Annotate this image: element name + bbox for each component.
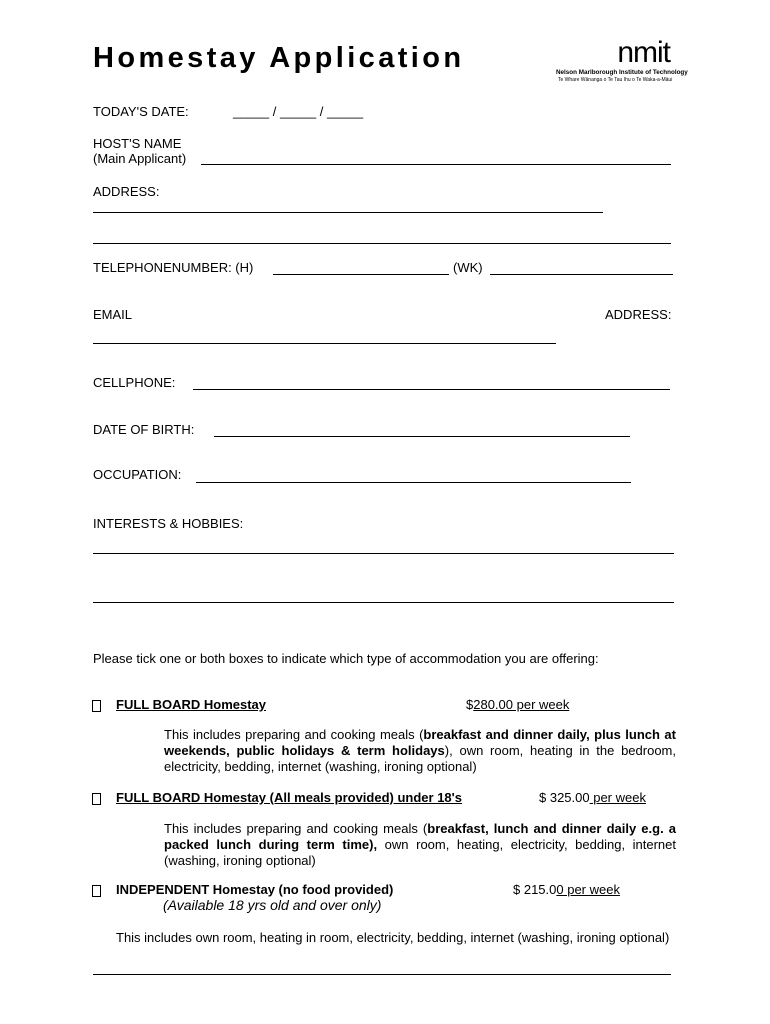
instructions-text: Please tick one or both boxes to indicate which type of accommodation you are offering: bbox=[93, 651, 599, 666]
page-title: Homestay Application bbox=[93, 42, 465, 74]
address-field-line2[interactable] bbox=[93, 243, 671, 244]
telephone-home-field[interactable] bbox=[273, 274, 449, 275]
logo-tagline: Nelson Marlborough Institute of Technology bbox=[556, 69, 688, 76]
full-board-under18-description: This includes preparing and cooking meals (breakfast, lunch and dinner daily e.g. a packed lunch during term time), own room, heating, electricity, bedding, internet (washing, ironing optional) bbox=[164, 821, 677, 868]
bottom-divider bbox=[93, 974, 671, 975]
logo-subtagline: Te Whare Wānanga o Te Tau Ihu o Te Waka-a-Māui bbox=[558, 77, 673, 83]
host-main-applicant-label: (Main Applicant) bbox=[93, 151, 187, 166]
interests-label: INTERESTS & HOBBIES: bbox=[93, 516, 244, 531]
full-board-under18-title: FULL BOARD Homestay (All meals provided) under 18's bbox=[116, 790, 462, 805]
independent-title: INDEPENDENT Homestay (no food provided) bbox=[116, 882, 394, 897]
independent-checkbox[interactable] bbox=[92, 885, 101, 897]
telephone-label: TELEPHONENUMBER: (H) bbox=[93, 260, 254, 275]
independent-age-note: (Available 18 yrs old and over only) bbox=[163, 897, 382, 913]
interests-field-line2[interactable] bbox=[93, 602, 674, 603]
full-board-under18-price: $ 325.00 per week bbox=[539, 790, 646, 805]
occupation-field[interactable] bbox=[196, 482, 631, 483]
nmit-logo bbox=[556, 36, 688, 84]
full-board-price: $280.00 per week bbox=[466, 697, 570, 712]
independent-price: $ 215.00 per week bbox=[513, 882, 620, 897]
address-field-line1[interactable] bbox=[93, 212, 603, 213]
email-label: EMAIL bbox=[93, 307, 133, 322]
cellphone-label: CELLPHONE: bbox=[93, 375, 176, 390]
full-board-under18-checkbox[interactable] bbox=[92, 793, 101, 805]
address-label: ADDRESS: bbox=[93, 184, 160, 199]
date-field[interactable]: _____ / _____ / _____ bbox=[233, 104, 364, 119]
full-board-checkbox[interactable] bbox=[92, 700, 101, 712]
email-address-label: ADDRESS: bbox=[605, 307, 672, 322]
date-label: TODAY'S DATE: bbox=[93, 104, 189, 119]
email-field[interactable] bbox=[93, 343, 556, 344]
full-board-title: FULL BOARD Homestay bbox=[116, 697, 267, 712]
independent-description: This includes own room, heating in room, electricity, bedding, internet (washing, ironing optional) bbox=[116, 930, 670, 945]
host-name-field[interactable] bbox=[201, 164, 671, 165]
occupation-label: OCCUPATION: bbox=[93, 467, 182, 482]
interests-field-line1[interactable] bbox=[93, 553, 674, 554]
dob-field[interactable] bbox=[214, 436, 630, 437]
telephone-work-label: (WK) bbox=[453, 260, 483, 275]
logo-wordmark: nmit bbox=[617, 36, 670, 69]
telephone-work-field[interactable] bbox=[490, 274, 673, 275]
dob-label: DATE OF BIRTH: bbox=[93, 422, 195, 437]
full-board-description: This includes preparing and cooking meals (breakfast and dinner daily, plus lunch at weekends, public holidays & term holidays), own room, heating in the bedroom, electricity, bedding, internet (washing, ironing optional) bbox=[164, 727, 676, 774]
host-name-label: HOST'S NAME bbox=[93, 136, 182, 151]
cellphone-field[interactable] bbox=[193, 389, 670, 390]
